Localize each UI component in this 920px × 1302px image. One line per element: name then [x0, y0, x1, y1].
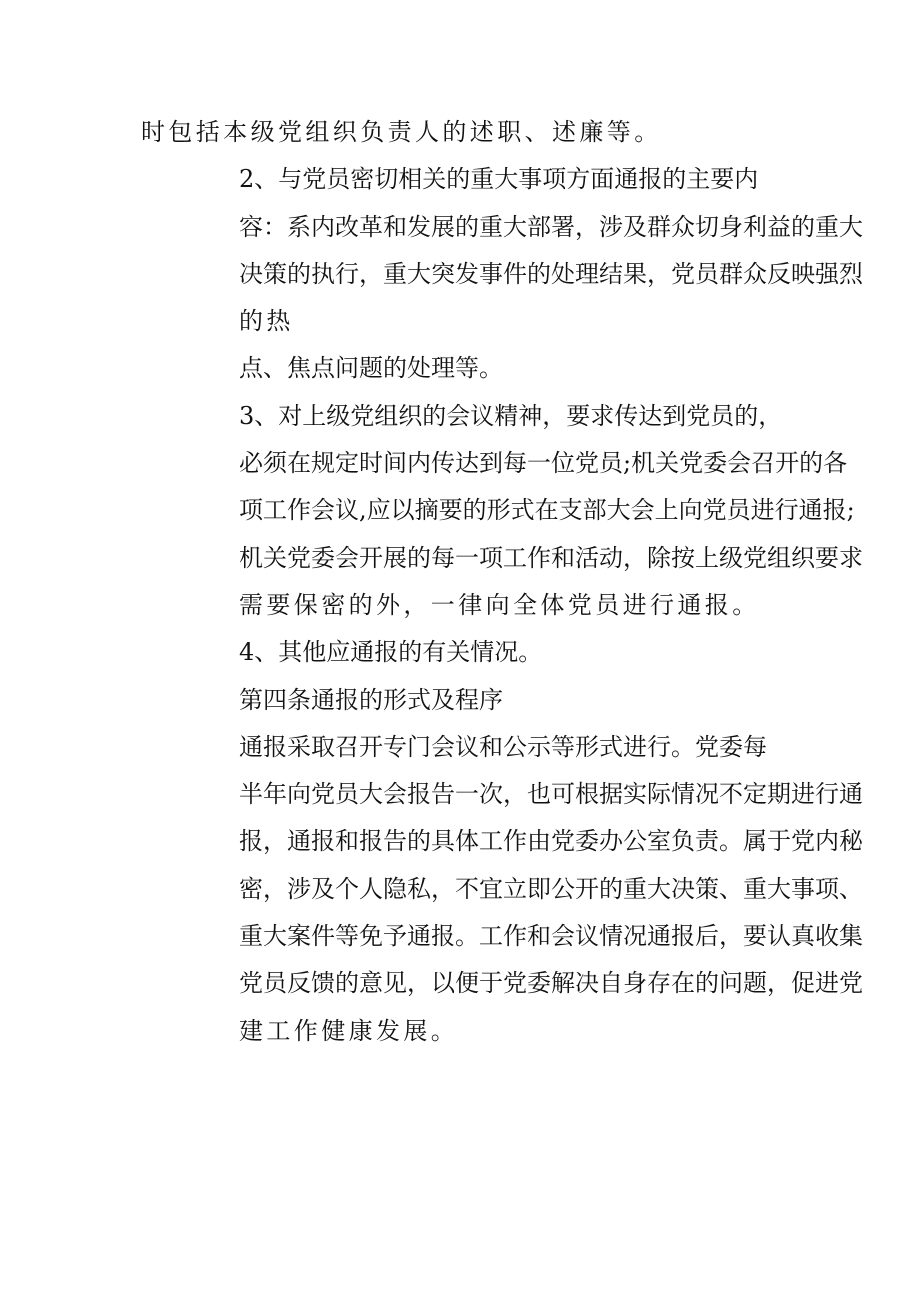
text-line: 3、对上级党组织的会议精神，要求传达到党员的， — [239, 401, 783, 430]
text-line: 容：系内改革和发展的重大部署，涉及群众切身利益的重大 — [239, 212, 863, 241]
paragraph-item-2-cont — [141, 345, 781, 392]
text-line: 建工作健康发展。 — [239, 1016, 459, 1045]
text-line: 报，通报和报告的具体工作由党委办公室负责。属于党内秘 — [239, 827, 863, 856]
text-line: 2、与党员密切相关的重大事项方面通报的主要内 — [239, 165, 759, 194]
text-line: 半年向党员大会报告一次，也可根据实际情况不定期进行通 — [239, 780, 863, 809]
paragraph-article-4-body — [141, 724, 863, 1055]
text-line: 通报采取召开专门会议和公示等形式进行。党委每 — [239, 732, 767, 761]
paragraph-item-4 — [141, 629, 781, 676]
text-line: 重大案件等免予通报。工作和会议情况通报后，要认真收集 — [239, 922, 863, 951]
document-body — [141, 109, 863, 1055]
text-line: 党员反馈的意见，以便于党委解决自身存在的问题，促进党 — [239, 969, 863, 998]
paragraph-continuation — [141, 109, 781, 156]
text-line: 第四条通报的形式及程序 — [239, 685, 503, 714]
text-line: 的热 — [239, 307, 294, 336]
paragraph-item-2 — [141, 156, 863, 345]
text-line: 决策的执行，重大突发事件的处理结果，党员群众反映强烈 — [239, 259, 863, 288]
text-line: 需要保密的外，一律向全体党员进行通报。 — [239, 590, 760, 619]
text-line: 时包括本级党组织负责人的述职、述廉等。 — [141, 118, 662, 146]
text-line: 机关党委会开展的每一项工作和活动，除按上级党组织要求 — [239, 543, 863, 572]
paragraph-item-3 — [141, 393, 863, 629]
text-line: 必须在规定时间内传达到每一位党员;机关党委会召开的各 — [239, 449, 848, 478]
text-line: 项工作会议,应以摘要的形式在支部大会上向党员进行通报; — [239, 496, 855, 525]
text-line: 密，涉及个人隐私，不宜立即公开的重大决策、重大事项、 — [239, 874, 863, 903]
text-line: 4、其他应通报的有关情况。 — [239, 638, 543, 667]
text-line: 点、焦点问题的处理等。 — [239, 354, 503, 383]
paragraph-article-4-heading — [141, 677, 781, 724]
